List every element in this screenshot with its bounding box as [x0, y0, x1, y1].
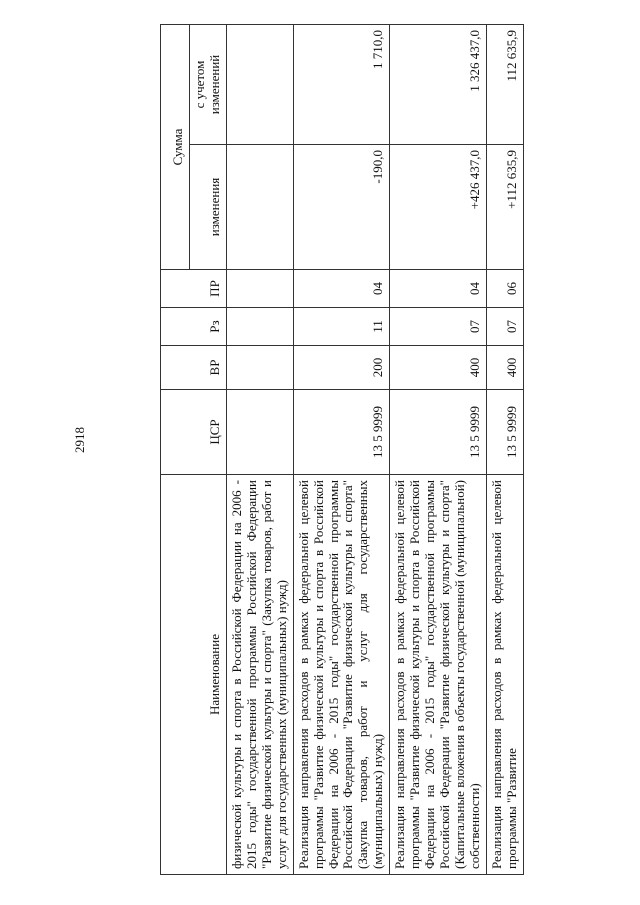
table-row: [293, 25, 390, 875]
row-vr: 400: [486, 346, 523, 390]
row-name: Реализация направления расходов в рамках федеральной целевой программы "Развитие физической культуры и спорта в Российской Федерации на 2006 - 2015 годы" государственной программы Российской Федерации "Развитие физической культуры и спорта" (Капитальные вложения в объекты государственной (муниципальной) собственности): [390, 475, 487, 875]
row-rz: 07: [486, 308, 523, 346]
header-change: изменения: [190, 145, 227, 270]
row-csr: 13 5 9999: [293, 390, 390, 475]
header-name: Наименование: [161, 475, 227, 875]
row-csr: [226, 390, 293, 475]
rotated-page: [160, 25, 640, 875]
row-csr: 13 5 9999: [390, 390, 487, 475]
header-sum: Сумма: [161, 25, 190, 270]
row-name: физической культуры и спорта в Российской Федерации на 2006 - 2015 годы" государственной программы Российской Федерации "Развитие физической культуры и спорта" (Закупка товаров, работ и услуг для государственных (муниципальных) нужд): [226, 475, 293, 875]
row-pr: 04: [293, 270, 390, 308]
row-total: 1 710,0: [293, 25, 390, 145]
header-pr: ПР: [161, 270, 227, 308]
table-row: [486, 25, 523, 875]
header-row: [161, 25, 190, 875]
row-pr: 04: [390, 270, 487, 308]
row-pr: 06: [486, 270, 523, 308]
row-vr: 200: [293, 346, 390, 390]
row-change: +426 437,0: [390, 145, 487, 270]
row-change: +112 635,9: [486, 145, 523, 270]
row-vr: [226, 346, 293, 390]
table-row: [390, 25, 487, 875]
row-total: 1 326 437,0: [390, 25, 487, 145]
header-vr: ВР: [161, 346, 227, 390]
header-with-changes: с учетом изменений: [190, 25, 227, 145]
header-csr: ЦСР: [161, 390, 227, 475]
budget-table: [160, 24, 524, 875]
row-name: Реализация направления расходов в рамках федеральной целевой программы "Развитие: [486, 475, 523, 875]
row-total: 112 635,9: [486, 25, 523, 145]
row-pr: [226, 270, 293, 308]
row-change: [226, 145, 293, 270]
row-rz: [226, 308, 293, 346]
row-csr: 13 5 9999: [486, 390, 523, 475]
row-total: [226, 25, 293, 145]
table-row: [226, 25, 293, 875]
page-number: 2918: [72, 427, 87, 453]
row-rz: 11: [293, 308, 390, 346]
row-name: Реализация направления расходов в рамках федеральной целевой программы "Развитие физической культуры и спорта в Российской Федерации на 2006 - 2015 годы" государственной программы Российской Федерации "Развитие физической культуры и спорта" (Закупка товаров, работ и услуг для государственных (муниципальных) нужд): [293, 475, 390, 875]
row-vr: 400: [390, 346, 487, 390]
header-rz: Рз: [161, 308, 227, 346]
row-change: -190,0: [293, 145, 390, 270]
row-rz: 07: [390, 308, 487, 346]
